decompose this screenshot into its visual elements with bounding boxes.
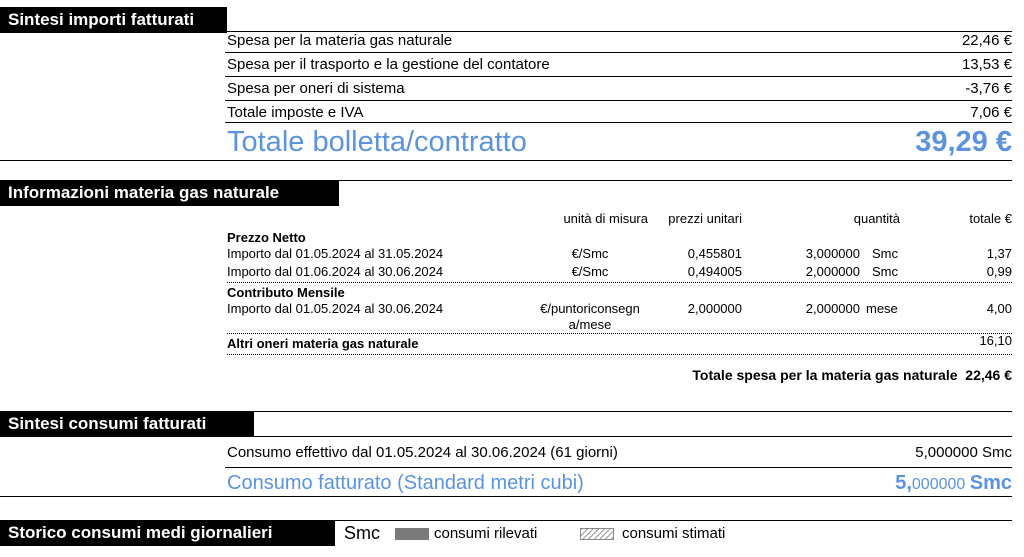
row-unit-line2: a/mese (568, 317, 612, 332)
divider (225, 100, 1012, 101)
altri-oneri-value: 16,10 (979, 333, 1012, 348)
divider (225, 52, 1012, 53)
row-total: 0,99 (986, 264, 1012, 279)
section-header-informazioni: Informazioni materia gas naturale (0, 180, 339, 206)
col-header-price: prezzi unitari (668, 211, 742, 226)
row-unit-line1: €/puntoriconsegn (540, 301, 640, 316)
total-bolletta-value: 39,29 € (915, 126, 1012, 158)
row-value-oneri: -3,76 € (965, 80, 1012, 97)
section-header-sintesi-consumi: Sintesi consumi fatturati (0, 411, 254, 437)
fatturato-unit: Smc (969, 472, 1012, 494)
dotted-divider (227, 354, 1012, 355)
row-qty-unit: Smc (872, 264, 898, 279)
altri-oneri-label: Altri oneri materia gas naturale (227, 336, 419, 351)
row-value-trasporto: 13,53 € (961, 56, 1012, 73)
row-qty-unit: mese (866, 301, 898, 316)
consumo-effettivo-value: 5,000000 Smc (915, 444, 1012, 461)
divider (225, 467, 1012, 468)
group-title-contributo-mensile: Contributo Mensile (227, 285, 345, 300)
row-qty: 3,000000 (805, 246, 860, 261)
divider (225, 122, 1012, 123)
row-price: 0,494005 (687, 264, 742, 279)
total-materia-row (692, 366, 1012, 384)
row-label-oneri: Spesa per oneri di sistema (227, 80, 405, 97)
divider (225, 76, 1012, 77)
row-label: Importo dal 01.05.2024 al 30.06.2024 (227, 301, 444, 316)
row-total: 4,00 (986, 301, 1012, 316)
row-price: 2,000000 (687, 301, 742, 316)
section-header-sintesi-importi: Sintesi importi fatturati (0, 7, 227, 33)
legend-swatch-rilevati (395, 528, 429, 540)
total-materia-value: 22,46 € (965, 367, 1012, 383)
row-total: 1,37 (986, 246, 1012, 261)
col-header-qty: quantità (853, 211, 900, 226)
group-title-prezzo-netto: Prezzo Netto (227, 230, 306, 245)
row-label-trasporto: Spesa per il trasporto e la gestione del contatore (227, 56, 550, 73)
row-label: Importo dal 01.06.2024 al 30.06.2024 (227, 264, 444, 279)
storico-unit: Smc (344, 523, 380, 543)
row-qty-unit: Smc (872, 246, 898, 261)
consumo-fatturato-label: Consumo fatturato (Standard metri cubi) (227, 472, 584, 494)
fatturato-dec: 000000 (911, 476, 966, 493)
section-header-storico: Storico consumi medi giornalieri (0, 520, 335, 546)
row-label-imposte: Totale imposte e IVA (227, 104, 364, 121)
row-price: 0,455801 (687, 246, 742, 261)
legend-label-stimati: consumi stimati (622, 525, 726, 542)
row-label-materia: Spesa per la materia gas naturale (227, 32, 453, 49)
row-value-imposte: 7,06 € (970, 104, 1012, 121)
dotted-divider (227, 282, 1012, 283)
legend-label-rilevati: consumi rilevati (434, 525, 538, 542)
row-value-materia: 22,46 € (961, 32, 1012, 49)
section-divider (0, 496, 1012, 497)
row-unit: €/Smc (571, 264, 609, 279)
col-header-total: totale € (969, 211, 1012, 226)
dotted-divider (227, 333, 1012, 334)
consumo-fatturato-value (895, 471, 1012, 497)
row-qty: 2,000000 (805, 301, 860, 316)
row-unit: €/Smc (571, 246, 609, 261)
total-bolletta-label: Totale bolletta/contratto (227, 126, 527, 158)
fatturato-int: 5, (895, 472, 912, 494)
total-materia-label: Totale spesa per la materia gas naturale (692, 367, 958, 383)
col-header-unit: unità di misura (563, 211, 648, 226)
divider (246, 436, 1012, 437)
consumo-effettivo-label: Consumo effettivo dal 01.05.2024 al 30.06.2024 (61 giorni) (227, 444, 618, 461)
section-divider (0, 160, 1012, 161)
legend-swatch-stimati (580, 528, 614, 540)
row-qty: 2,000000 (805, 264, 860, 279)
row-label: Importo dal 01.05.2024 al 31.05.2024 (227, 246, 444, 261)
